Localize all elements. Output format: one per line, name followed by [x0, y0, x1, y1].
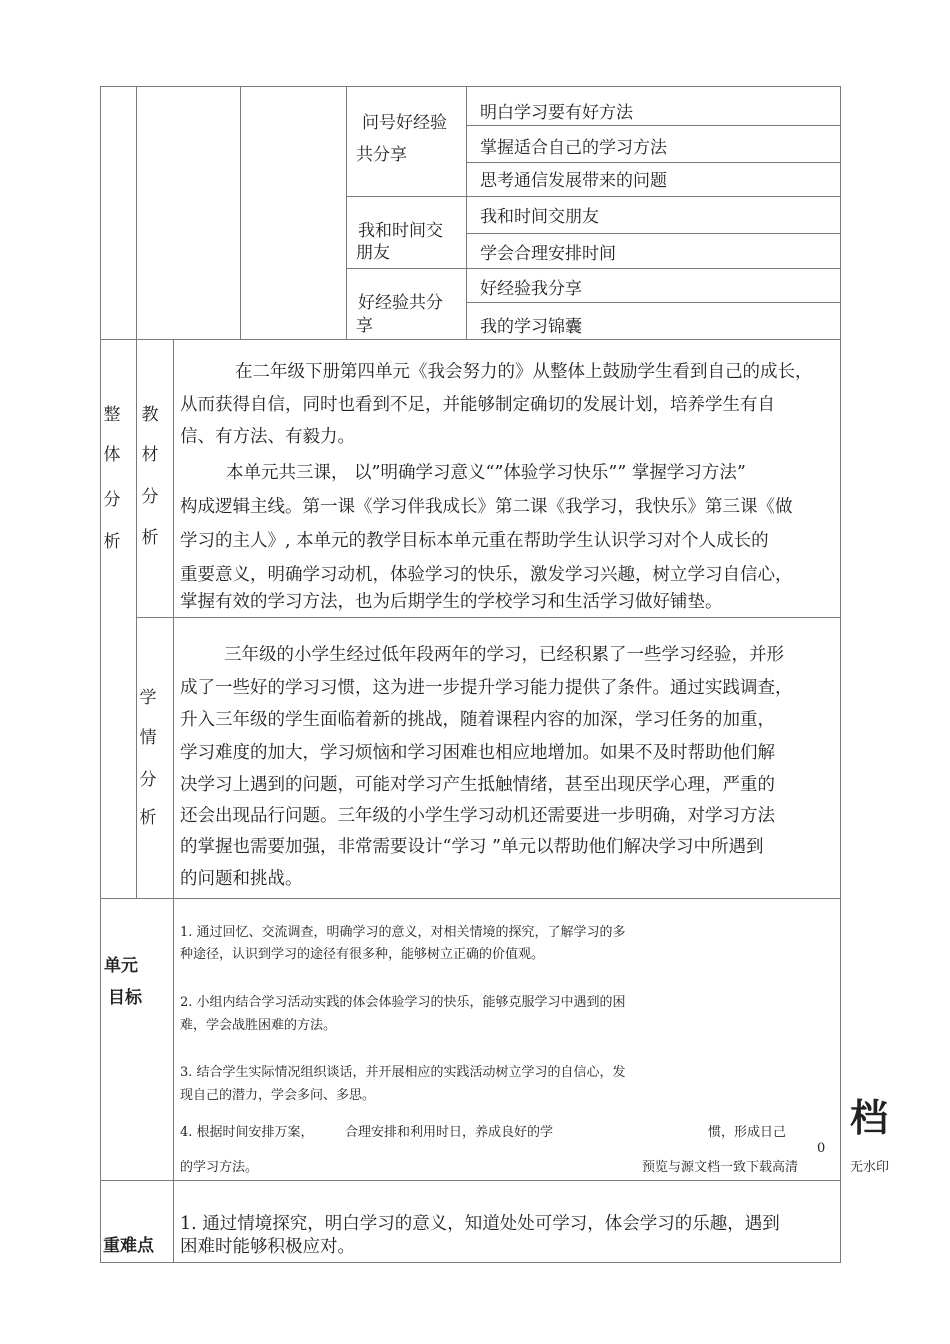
watermark-no-watermark: 无水印: [850, 1160, 890, 1175]
unit-goals-label-line-1: 单元: [104, 956, 138, 976]
material-analysis-label: 教 材 分 析: [141, 405, 159, 548]
overall-analysis-label: 整 体 分 析: [103, 405, 121, 552]
group-name-1-line-1: 问号好经验: [362, 113, 447, 133]
group-item: 学会合理安排时间: [480, 244, 616, 264]
goal-item-4-part-b: 合理安排和利用时日，养成良好的学: [345, 1125, 554, 1140]
group-name-1-line-2: 共分享: [356, 145, 407, 165]
goal-item-4-part-c: 惯，形成日己: [708, 1125, 787, 1140]
watermark-preview-text: 预览与源文档一致下载高清: [642, 1160, 799, 1175]
group-name-2-line-1: 我和时间交: [358, 221, 443, 241]
group-item: 我的学习锦囊: [480, 317, 582, 337]
goal-item: 现自己的潜力，学会多问、多思。: [180, 1088, 376, 1103]
group-item: 明白学习要有好方法: [480, 103, 633, 123]
group-item: 掌握适合自己的学习方法: [480, 138, 667, 158]
key-points-label: 重难点: [103, 1236, 154, 1256]
group-name-3-line-2: 享: [356, 316, 373, 336]
goal-item-4-zero: 0: [817, 1141, 826, 1156]
group-item: 我和时间交朋友: [480, 207, 599, 227]
group-item: 好经验我分享: [480, 279, 582, 299]
goal-item-4-end: 的学习方法。: [180, 1160, 259, 1175]
group-name-2-line-2: 朋友: [356, 243, 390, 263]
goal-item: 种途径，认识到学习的途径有很多种，能够树立正确的价值观。: [180, 947, 545, 962]
goal-item: 1. 通过回忆、交流调查，明确学习的意义，对相关情境的探究，了解学习的多: [180, 925, 626, 940]
unit-goals-label-line-2: 目标: [108, 988, 142, 1008]
goal-item-4-part-a: 4. 根据时间安排万案，: [180, 1125, 314, 1140]
learner-analysis-label: 学 情 分 析: [139, 688, 157, 828]
group-name-3-line-1: 好经验共分: [358, 293, 443, 313]
watermark-char: 档: [850, 1096, 889, 1140]
goal-item: 3. 结合学生实际情况组织谈话，并开展相应的实践活动树立学习的自信心，发: [180, 1065, 626, 1080]
goal-item: 2. 小组内结合学习活动实践的体会体验学习的快乐，能够克服学习中遇到的困: [180, 995, 626, 1010]
group-item: 思考通信发展带来的问题: [480, 171, 667, 191]
goal-item: 难，学会战胜困难的方法。: [180, 1018, 337, 1033]
